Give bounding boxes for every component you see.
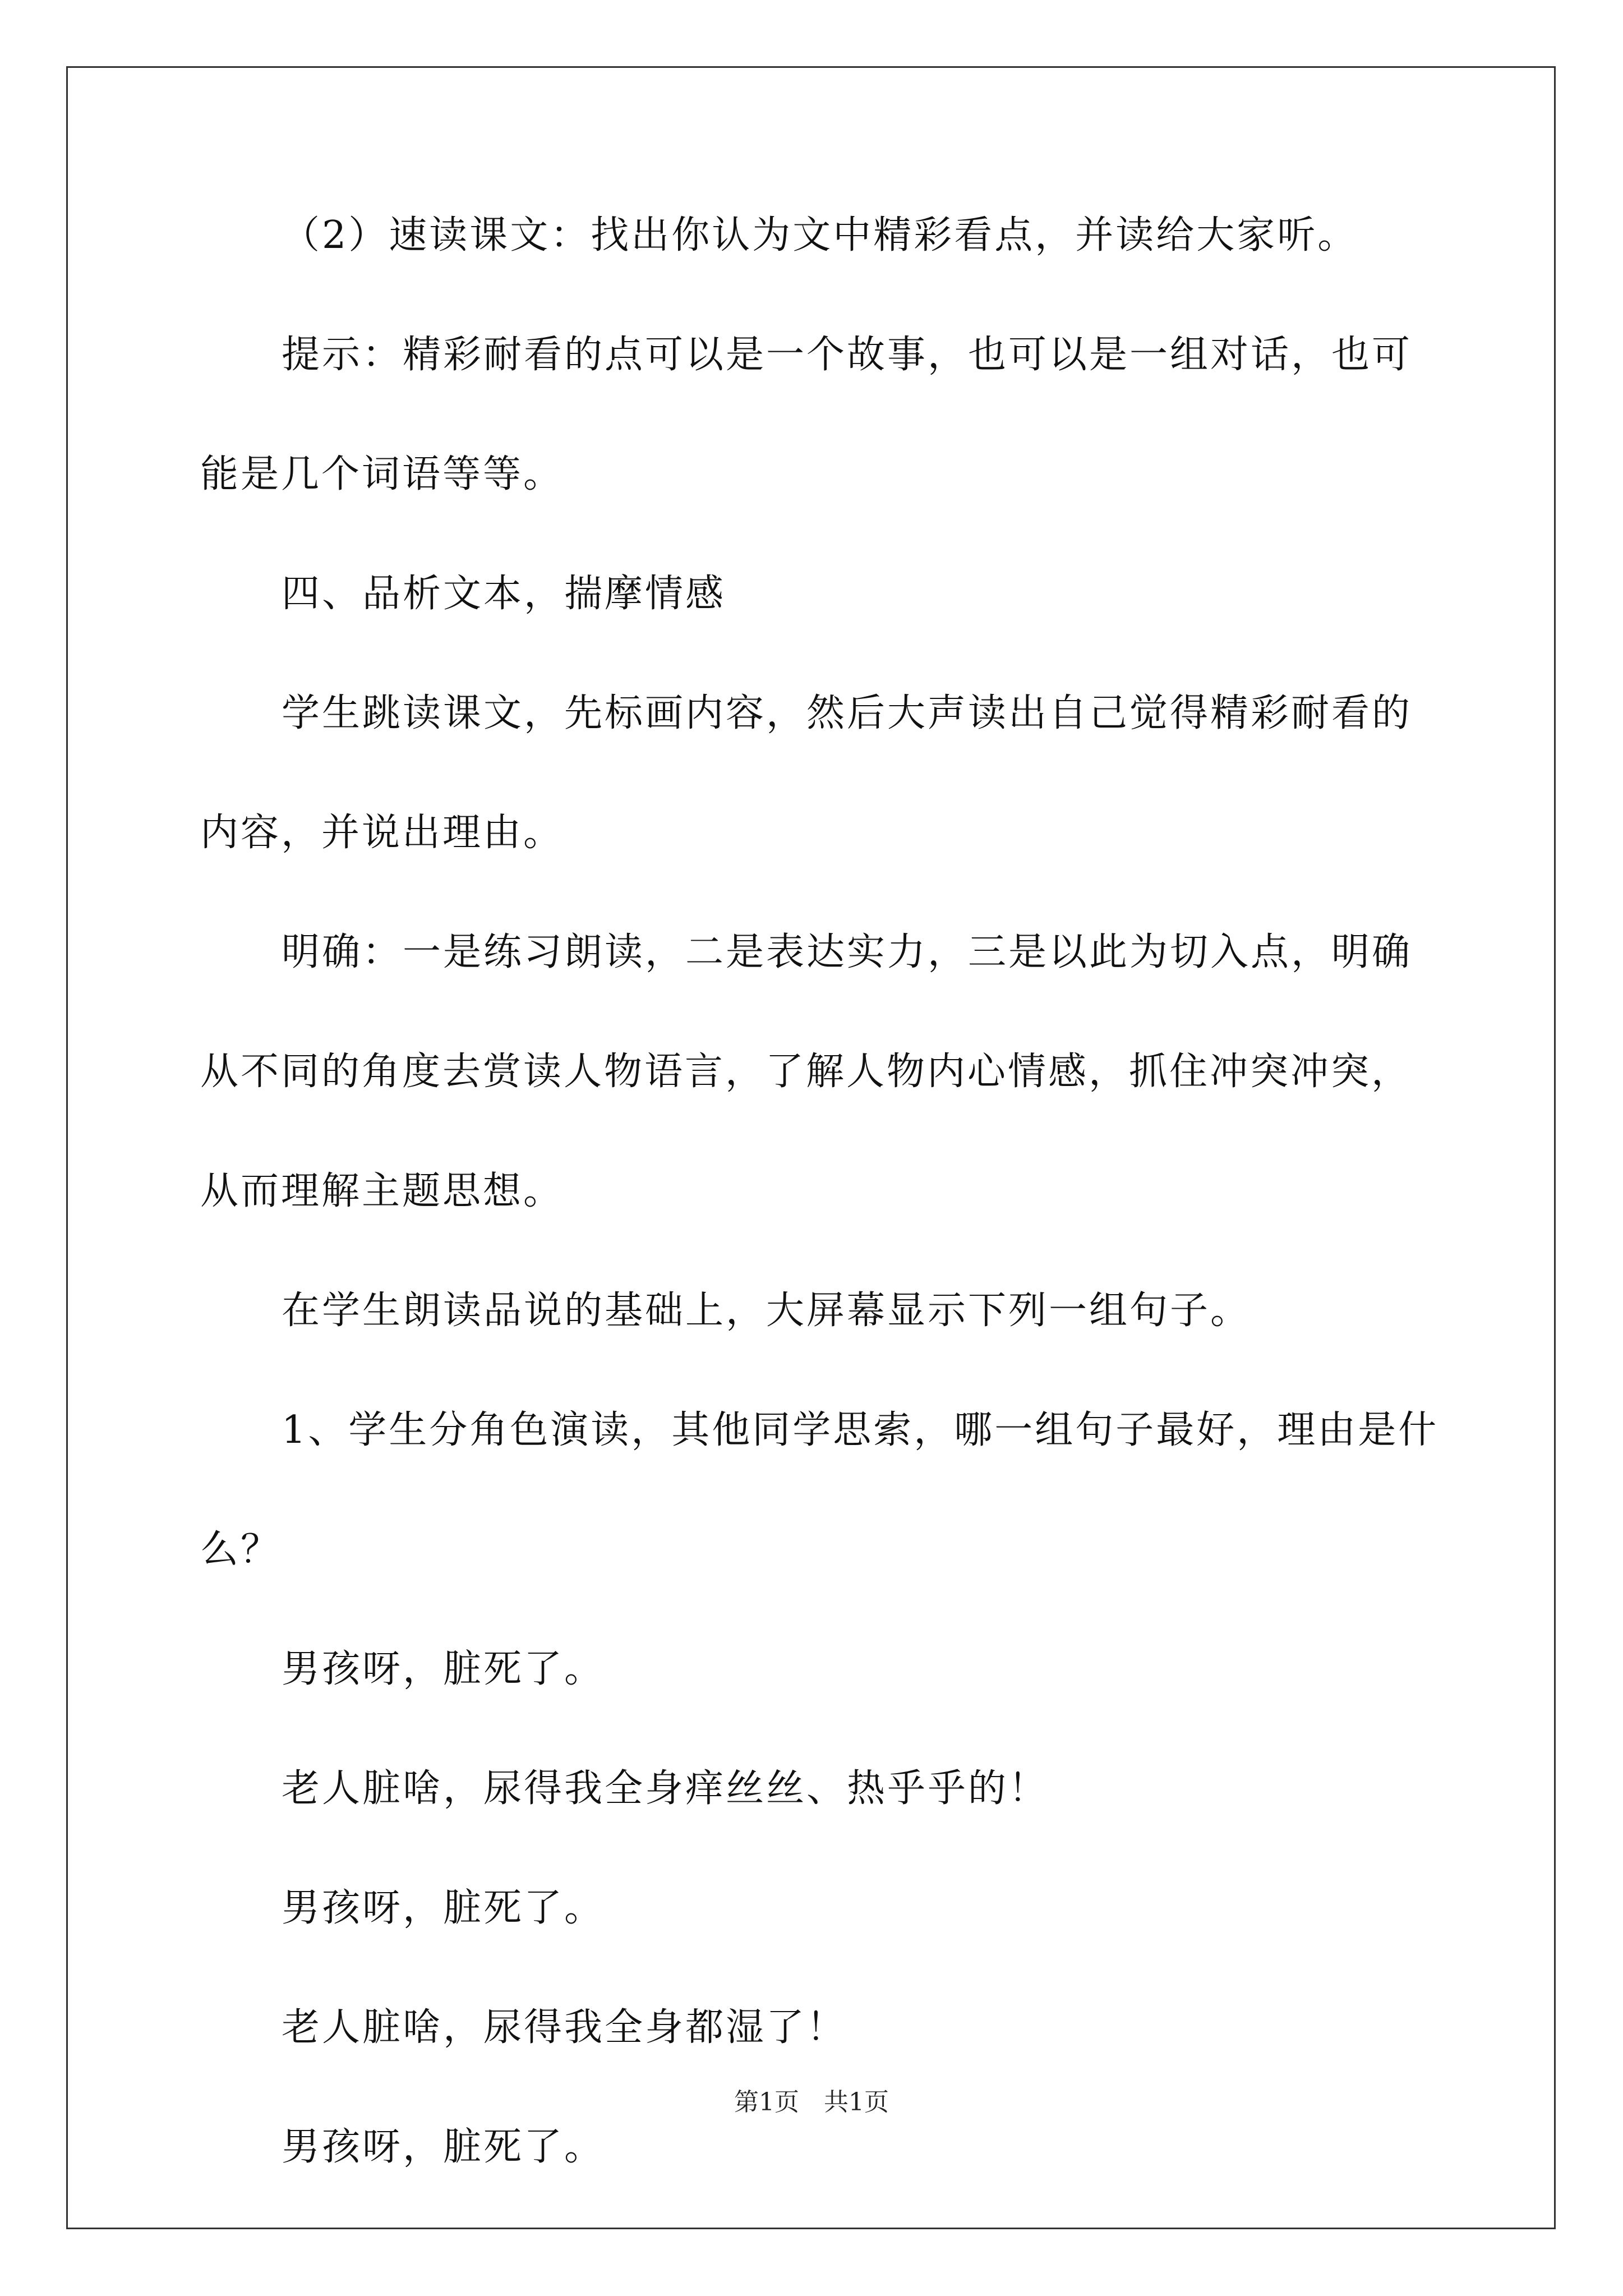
page-number-footer: 第1页 共1页 bbox=[734, 2088, 889, 2116]
paragraph-line: 在学生朗读品说的基础上，大屏幕显示下列一组句子。 bbox=[282, 1289, 1251, 1333]
paragraph-line: 学生跳读课文，先标画内容，然后大声读出自己觉得精彩耐看的 bbox=[282, 691, 1413, 735]
dialogue-line: 男孩呀，脏死了。 bbox=[282, 2125, 605, 2169]
paragraph-line: 内容，并说出理由。 bbox=[200, 811, 564, 855]
dialogue-line: 老人脏啥，尿得我全身痒丝丝、热乎乎的！ bbox=[282, 1766, 1049, 1811]
dialogue-line: 老人脏啥，尿得我全身都湿了！ bbox=[282, 2005, 847, 2050]
paragraph-line: 提示：精彩耐看的点可以是一个故事，也可以是一组对话，也可 bbox=[282, 333, 1413, 377]
section-heading: 四、品析文本，揣摩情感 bbox=[282, 572, 726, 616]
paragraph-line: 从而理解主题思想。 bbox=[200, 1169, 564, 1213]
dialogue-line: 男孩呀，脏死了。 bbox=[282, 1647, 605, 1691]
dialogue-line: 男孩呀，脏死了。 bbox=[282, 1886, 605, 1930]
paragraph-line: （2）速读课文：找出你认为文中精彩看点，并读给大家听。 bbox=[282, 213, 1358, 257]
paragraph-line: 明确：一是练习朗读，二是表达实力，三是以此为切入点，明确 bbox=[282, 930, 1413, 974]
paragraph-line: 从不同的角度去赏读人物语言，了解人物内心情感，抓住冲突冲突， bbox=[200, 1050, 1412, 1094]
paragraph-line: 1、学生分角色演读，其他同学思索，哪一组句子最好，理由是什 bbox=[282, 1408, 1439, 1452]
paragraph-line: 能是几个词语等等。 bbox=[200, 452, 564, 496]
paragraph-line: 么？ bbox=[200, 1527, 282, 1572]
